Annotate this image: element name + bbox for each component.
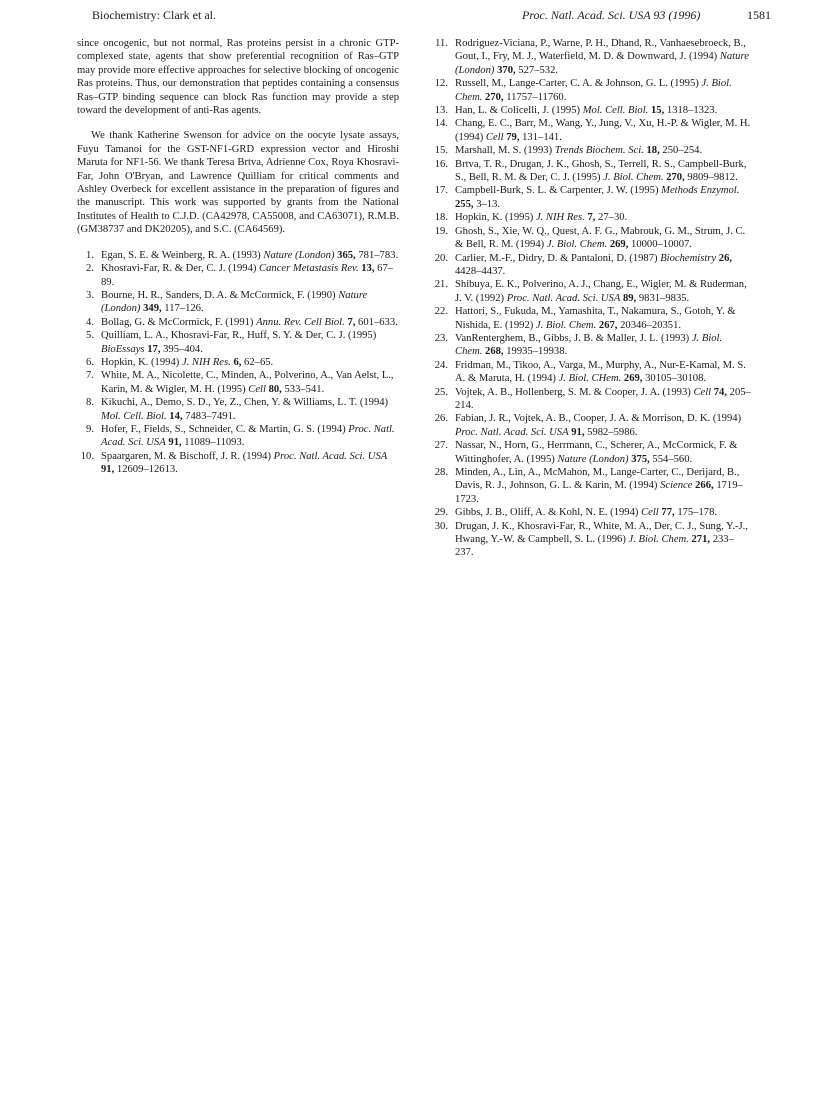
reference-item: 24. Fridman, M., Tikoo, A., Varga, M., Murphy, A., Nur-E-Kamal, M. S. A. & Maruta, H. (1994) J. Biol. CHem. 269, 30105–30108. — [434, 359, 746, 385]
reference-item: 28. Minden, A., Lin, A., McMahon, M., Lange-Carter, C., Derijard, B., Davis, R. J., Johnson, G. L. & Karin, M. (1994) Science 266, 1719–1723. — [434, 467, 743, 505]
reference-item: 17. Campbell-Burk, S. L. & Carpenter, J. W. (1995) Methods Enzymol. 255, 3–13. — [434, 185, 740, 210]
reference-item: 19. Ghosh, S., Xie, W. Q., Quest, A. F. G., Mabrouk, G. M., Strum, J. C. & Bell, R. M. (1994) J. Biol. Chem. 269, 10000–10007. — [434, 225, 746, 251]
reference-item: 15. Marshall, M. S. (1993) Trends Biochem. Sci. 18, 250–254. — [434, 145, 703, 157]
reference-item: 29. Gibbs, J. B., Oliff, A. & Kohl, N. E. (1994) Cell 77, 175–178. — [434, 507, 718, 519]
reference-item: 12. Russell, M., Lange-Carter, C. A. & Johnson, G. L. (1995) J. Biol. Chem. 270, 11757–11760. — [434, 78, 732, 103]
reference-list-left — [77, 249, 399, 477]
reference-item: 16. Brtva, T. R., Drugan, J. K., Ghosh, S., Terrell, R. S., Campbell-Burk, S., Bell, R. M. & Der, C. J. (1995) J. Biol. Chem. 270, 9809–9812. — [434, 158, 747, 184]
header-page-number: 1581 — [747, 8, 771, 22]
reference-item: 6. Hopkin, K. (1994) J. NIH Res. 6, 62–65. — [86, 356, 274, 368]
reference-item: 3. Bourne, H. R., Sanders, D. A. & McCormick, F. (1990) Nature (London) 349, 117–126. — [86, 289, 368, 315]
reference-item: 20. Carlier, M.-F., Didry, D. & Pantaloni, D. (1987) Biochemistry 26, 4428–4437. — [434, 252, 733, 277]
reference-item: 5. Quilliam, L. A., Khosravi-Far, R., Huff, S. Y. & Der, C. J. (1995) BioEssays 17, 395–404. — [86, 330, 377, 355]
body-paragraph-conclusion: since oncogenic, but not normal, Ras proteins persist in a chronic GTP-complexed state, agents that show preferential recognition of Ras–GTP may provide more effective approaches for selective blocking of oncogenic Ras proteins. Thus, our demonstration that peptides containing a consensus Ras–GTP binding sequence can block Ras function may provide a step toward the development of anti-Ras agents. — [77, 38, 399, 117]
running-header — [0, 8, 816, 28]
reference-item: 10. Spaargaren, M. & Bischoff, J. R. (1994) Proc. Natl. Acad. Sci. USA 91, 12609–12613. — [80, 450, 388, 476]
left-column — [77, 37, 399, 477]
reference-item: 11. Rodriguez-Viciana, P., Warne, P. H., Dhand, R., Vanhaesebroeck, B., Gout, I., Fry, M. J., Waterfield, M. D. & Downward, J. (1994) Nature (London) 370, 527–532. — [435, 38, 749, 76]
reference-item: 23. VanRenterghem, B., Gibbs, J. B. & Maller, J. L. (1993) J. Biol. Chem. 268, 19935–19938. — [434, 332, 723, 358]
reference-item: 30. Drugan, J. K., Khosravi-Far, R., White, M. A., Der, C. J., Sung, Y.-J., Hwang, Y.-W. & Campbell, S. L. (1996) J. Biol. Chem. 271, 233–237. — [434, 520, 748, 559]
acknowledgments-paragraph: We thank Katherine Swenson for advice on the oocyte lysate assays, Fuyu Tamanoi for the GST-NF1-GRD expression vector and Hiroshi Maruta for NF1-56. We thank Teresa Brtva, Adrienne Cox, Roya Khosravi-Far, John O'Bryan, and Lawrence Quilliam for critical comments and Ashley Overbeck for excellent assistance in the preparation of figures and the manuscript. This work was supported by grants from the National Institutes of Health to C.J.D. (CA42978, CA55008, and CA63071), R.M.B. (GM38737 and DK20205), and S.C. (CA64569). — [77, 130, 399, 236]
reference-item: 2. Khosravi-Far, R. & Der, C. J. (1994) Cancer Metastasis Rev. 13, 67–89. — [86, 263, 394, 288]
reference-item: 25. Vojtek, A. B., Hollenberg, S. M. & Cooper, J. A. (1993) Cell 74, 205–214. — [434, 386, 751, 411]
reference-item: 8. Kikuchi, A., Demo, S. D., Ye, Z., Chen, Y. & Williams, L. T. (1994) Mol. Cell. Biol. 14, 7483–7491. — [86, 397, 389, 422]
reference-item: 9. Hofer, F., Fields, S., Schneider, C. & Martin, G. S. (1994) Proc. Natl. Acad. Sci. USA 91, 11089–11093. — [86, 423, 395, 449]
reference-item: 27. Nassar, N., Horn, G., Herrmann, C., Scherer, A., McCormick, F. & Wittinghofer, A. (1995) Nature (London) 375, 554–560. — [434, 440, 738, 465]
reference-item: 7. White, M. A., Nicolette, C., Minden, A., Polverino, A., Van Aelst, L., Karin, M. & Wigler, M. H. (1995) Cell 80, 533–541. — [86, 370, 394, 395]
reference-item: 4. Bollag, G. & McCormick, F. (1991) Annu. Rev. Cell Biol. 7, 601–633. — [86, 316, 398, 328]
right-column — [431, 37, 751, 560]
reference-item: 22. Hattori, S., Fukuda, M., Yamashita, T., Nakamura, S., Gotoh, Y. & Nishida, E. (1992) J. Biol. Chem. 267, 20346–20351. — [434, 306, 736, 331]
reference-item: 1. Egan, S. E. & Weinberg, R. A. (1993) Nature (London) 365, 781–783. — [86, 249, 399, 261]
header-article-label: Biochemistry: Clark et al. — [92, 8, 216, 22]
reference-item: 26. Fabian, J. R., Vojtek, A. B., Cooper, J. A. & Morrison, D. K. (1994) Proc. Natl. Acad. Sci. USA 91, 5982–5986. — [434, 413, 742, 438]
header-journal-citation: Proc. Natl. Acad. Sci. USA 93 (1996) — [522, 8, 701, 22]
reference-item: 21. Shibuya, E. K., Polverino, A. J., Chang, E., Wigler, M. & Ruderman, J. V. (1992) Proc. Natl. Acad. Sci. USA 89, 9831–9835. — [434, 279, 747, 304]
reference-item: 13. Han, L. & Colicelli, J. (1995) Mol. Cell. Biol. 15, 1318–1323. — [434, 105, 718, 117]
reference-list-right — [431, 37, 751, 560]
reference-item: 18. Hopkin, K. (1995) J. NIH Res. 7, 27–30. — [434, 212, 628, 224]
reference-item: 14. Chang, E. C., Barr, M., Wang, Y., Jung, V., Xu, H.-P. & Wigler, M. H. (1994) Cell 79, 131–141. — [434, 118, 751, 143]
